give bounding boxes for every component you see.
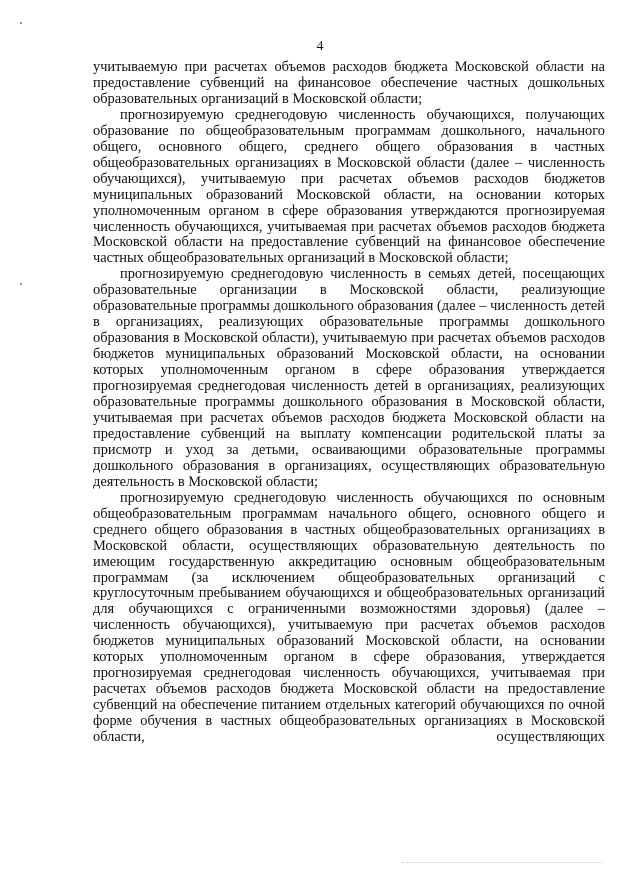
scan-speck	[20, 283, 22, 285]
paragraph-students-meals: прогнозируемую среднегодовую численность обучающихся по основным общеобразовательным программам начального общего, основного общего и среднего общего образования в частных общеобразовательных организациях в Московской области, осуществляющих образовательную деятельность по имеющим государственную аккредитацию основным общеобразовательным программам (за исключением общеобразовательных организаций с круглосуточным пребыванием обучающихся и общеобразовательных организаций для обучающихся с ограниченными возможностями здоровья) (далее – численность обучающихся), учитываемую при расчетах объемов расходов бюджетов муниципальных образований Московской области, на основании которых уполномоченным органом в сфере образования, утверждается прогнозируемая среднегодовая численность обучающихся, учитываемая при расчетах объемов расходов бюджета Московской области на предоставление субвенций на обеспечение питанием отдельных категорий обучающихся по очной форме обучения в частных общеобразовательных организациях в Московской области, осуществляющих	[93, 489, 605, 746]
paragraph-enrollment-private-schools: прогнозируемую среднегодовую численность обучающихся, получающих образование по общеобразовательным программам дошкольного, начального общего, основного общего, среднего общего образования в частных общеобразовательных организациях в Московской области (далее – численность обучающихся), учитываемую при расчетах объемов расходов бюджетов муниципальных образований Московской области, на основании которых уполномоченным органом в сфере образования утверждаются прогнозируемая численность обучающихся, учитываемая при расчетах объемов расходов бюджета Московской области на предоставление субвенций на финансовое обеспечение частных общеобразовательных организаций в Московской области;	[93, 106, 605, 267]
body-text	[93, 60, 605, 746]
page-number: 4	[316, 39, 324, 54]
footer-rule	[402, 862, 602, 863]
paragraph-continuation: учитываемую при расчетах объемов расходов бюджета Московской области на предоставление субвенций на финансовое обеспечение частных дошкольных образовательных организаций в Московской области;	[93, 59, 605, 107]
scan-speck	[20, 22, 22, 24]
paragraph-children-preschool-families: прогнозируемую среднегодовую численность в семьях детей, посещающих образовательные организации в Московской области, реализующие образовательные программы дошкольного образования (далее – численность детей в организациях, реализующих образовательные программы дошкольного образования в Московской области), учитываемую при расчетах объемов расходов бюджетов муниципальных образований Московской области, на основании которых уполномоченным органом в сфере образования утверждается прогнозируемая среднегодовая численность детей в организациях, реализующих образовательные программы дошкольного образования в Московской области, учитываемая при расчетах объемов расходов бюджета Московской области на предоставление субвенций на выплату компенсации родительской платы за присмотр и уход за детьми, осваивающими образовательные программы дошкольного образования в организациях, осуществляющих образовательную деятельность в Московской области;	[93, 266, 605, 490]
